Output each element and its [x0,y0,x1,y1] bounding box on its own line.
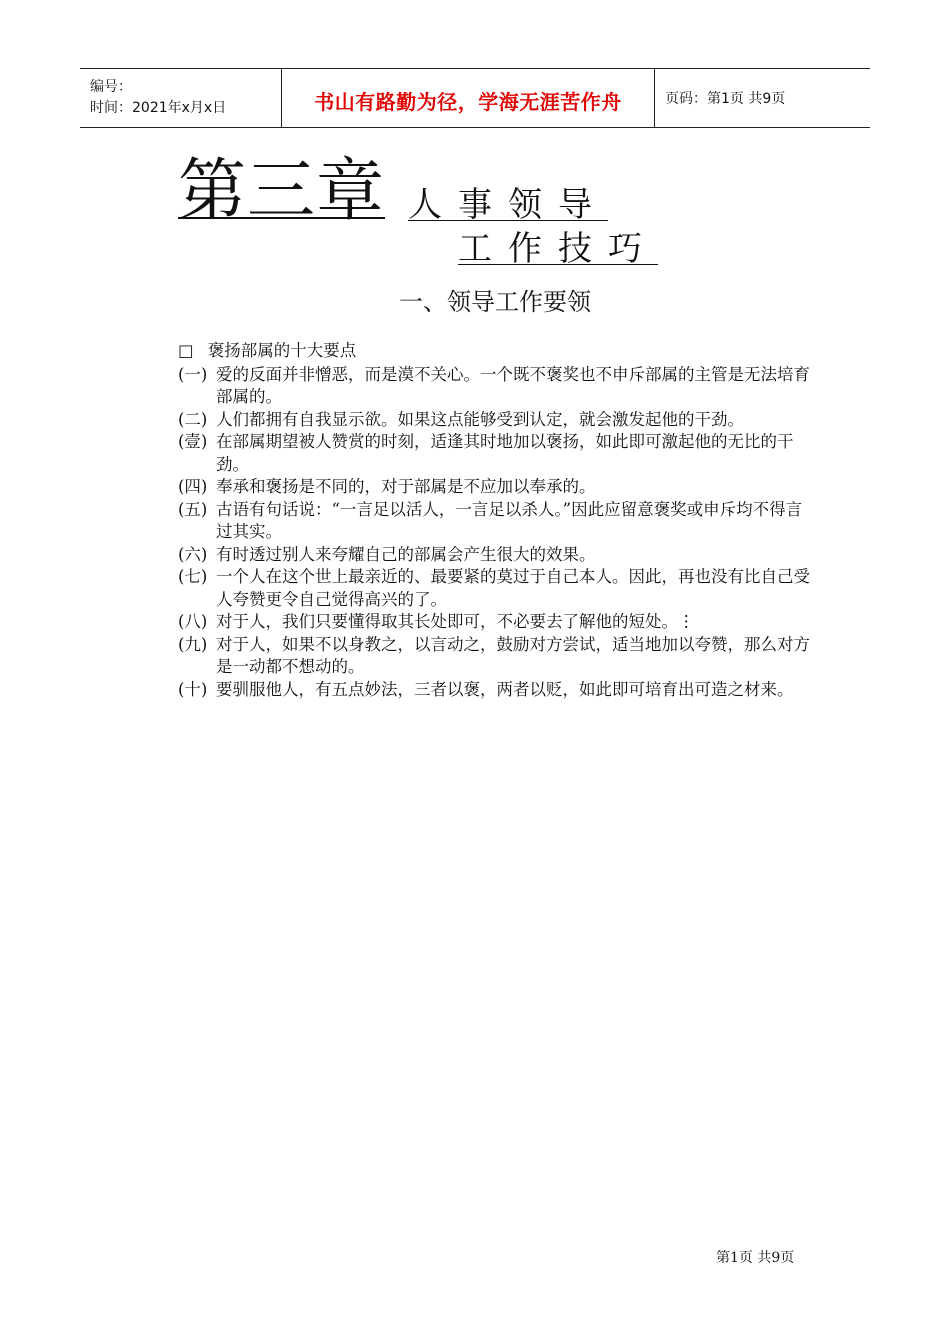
serial-label: 编号： [90,79,132,95]
list-item [178,611,818,634]
header-motto: 书山有路勤为径，学海无涯苦作舟 [282,69,655,127]
item-number: (十) [178,679,208,699]
list-item [178,566,818,611]
checkbox-icon: □ [178,341,194,360]
page-footer: 第1页 共9页 [716,1250,795,1266]
item-number: (五) [178,499,208,519]
list-item [178,544,818,567]
list-item [178,364,818,409]
item-number: (七) [178,567,208,586]
item-text: 一个人在这个世上最亲近的、最要紧的莫过于自己本人。因此，再也没有比自己受人夸赞更令自己觉得高兴的了。 [216,567,810,609]
list-item [178,476,818,499]
item-number: (四) [178,477,208,496]
item-text: 对于人，我们只要懂得取其长处即可，不必要去了解他的短处。⋮ [216,612,695,631]
item-text: 古语有句话说：“一言足以活人，一言足以杀人。”因此应留意褒奖或申斥均不得言过其实。 [216,499,803,541]
item-text: 奉承和褒扬是不同的，对于部属是不应加以奉承的。 [216,477,596,496]
time-label: 时间：2021年x月x日 [90,100,227,116]
item-number: (壹) [178,432,208,451]
item-number: (二) [178,409,208,429]
chapter-subtitle-line2: 工作技巧 [458,229,658,269]
item-text: 要驯服他人，有五点妙法，三者以褒，两者以贬，如此即可培育出可造之材来。 [216,679,794,699]
list-item [178,409,818,432]
header-meta [80,69,282,127]
list-item [178,634,818,679]
item-text: 爱的反面并非憎恶，而是漠不关心。一个既不褒奖也不申斥部属的主管是无法培育部属的。 [216,364,810,406]
list-heading-text: 褒扬部属的十大要点 [207,341,357,360]
item-number: (九) [178,634,208,654]
list-heading [178,340,818,363]
body-text [178,340,818,701]
item-text: 对于人，如果不以身教之，以言动之，鼓励对方尝试，适当地加以夸赞，那么对方是一动都不想动的。 [216,634,810,676]
item-text: 在部属期望被人赞赏的时刻，适逢其时地加以褒扬，如此即可激起他的无比的干劲。 [216,432,794,474]
item-number: (一) [178,364,208,384]
list-item [178,679,818,702]
chapter-subtitle-line1: 人事领导 [408,185,608,225]
chapter-title: 第三章 [178,152,386,231]
header-page-number: 页码：第1页 共9页 [665,91,786,107]
item-text: 有时透过别人来夸耀自己的部属会产生很大的效果。 [216,544,596,564]
list-item [178,431,818,476]
page-header [80,68,870,128]
item-number: (八) [178,612,208,631]
list-item [178,499,818,544]
item-text: 人们都拥有自我显示欲。如果这点能够受到认定，就会激发起他的干劲。 [216,409,744,429]
item-number: (六) [178,544,208,564]
section-title: 一、领导工作要领 [399,288,591,316]
